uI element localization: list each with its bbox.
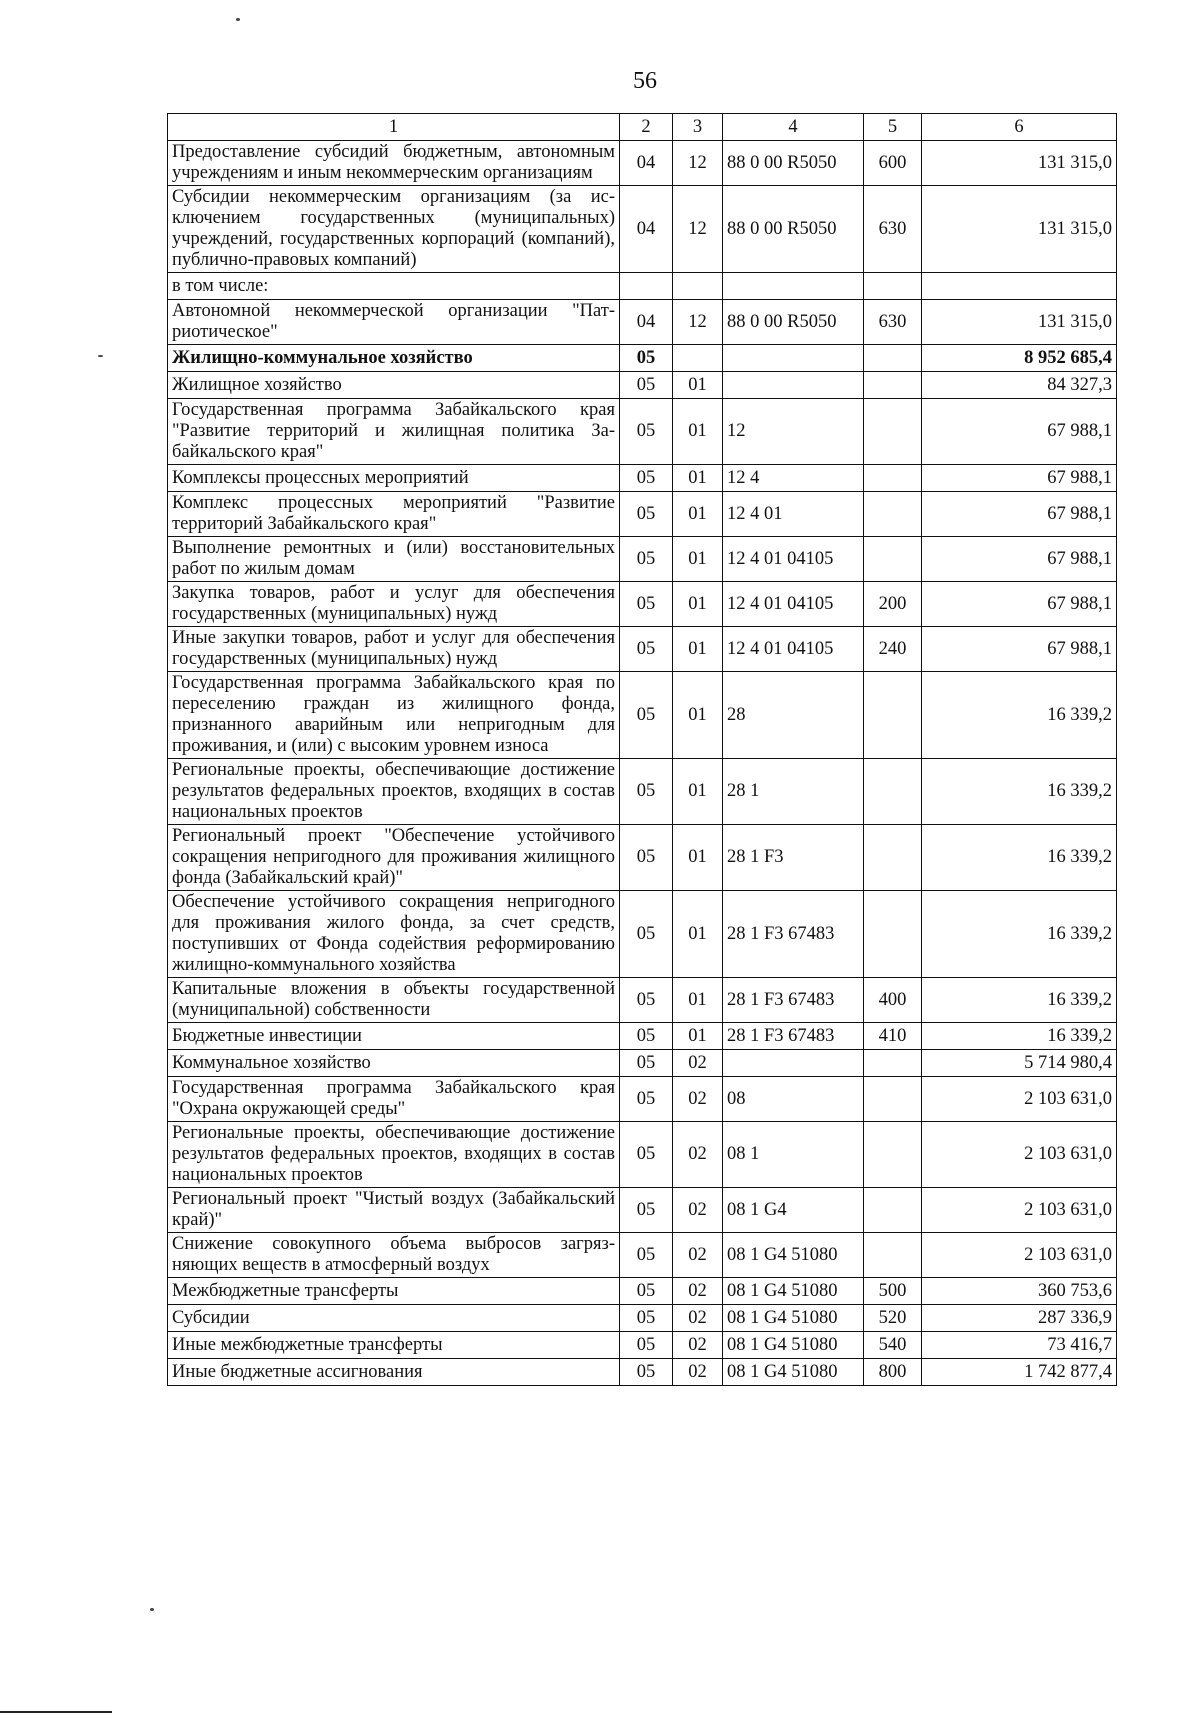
amount: 16 339,2 xyxy=(922,978,1117,1023)
section-code: 05 xyxy=(620,537,673,582)
table-row xyxy=(168,1122,1117,1188)
expense-type-code xyxy=(864,273,922,300)
subsection-code: 01 xyxy=(673,978,723,1023)
expense-type-code: 600 xyxy=(864,141,922,186)
column-header: 1 xyxy=(168,114,620,141)
subsection-code: 01 xyxy=(673,825,723,891)
section-code: 05 xyxy=(620,1077,673,1122)
row-name: Жилищно-коммунальное хозяйство xyxy=(168,345,620,372)
row-name: Региональные проекты, обеспечивающие достижение результатов федеральных проектов, входящих в состав национальных проектов xyxy=(168,759,620,825)
subsection-code: 02 xyxy=(673,1077,723,1122)
row-name: Закупка товаров, работ и услуг для обеспечения государственных (муниципальных) нужд xyxy=(168,582,620,627)
table-row xyxy=(168,399,1117,465)
section-code: 05 xyxy=(620,672,673,759)
subsection-code: 01 xyxy=(673,537,723,582)
column-header: 2 xyxy=(620,114,673,141)
amount: 1 742 877,4 xyxy=(922,1359,1117,1386)
expense-type-code xyxy=(864,492,922,537)
section-code: 05 xyxy=(620,1305,673,1332)
row-name: в том числе: xyxy=(168,273,620,300)
target-article-code xyxy=(723,345,864,372)
expense-type-code xyxy=(864,1077,922,1122)
column-header: 4 xyxy=(723,114,864,141)
amount: 2 103 631,0 xyxy=(922,1077,1117,1122)
amount: 67 988,1 xyxy=(922,399,1117,465)
subsection-code: 02 xyxy=(673,1305,723,1332)
row-name: Государственная программа Забайкальского края "Охрана окружающей среды" xyxy=(168,1077,620,1122)
table-row xyxy=(168,300,1117,345)
table-row xyxy=(168,672,1117,759)
table-row xyxy=(168,1278,1117,1305)
expense-type-code xyxy=(864,1050,922,1077)
table-row xyxy=(168,891,1117,978)
target-article-code: 08 1 G4 51080 xyxy=(723,1359,864,1386)
subsection-code: 02 xyxy=(673,1332,723,1359)
table-row xyxy=(168,1023,1117,1050)
subsection-code: 01 xyxy=(673,891,723,978)
target-article-code: 12 4 01 xyxy=(723,492,864,537)
expense-type-code: 200 xyxy=(864,582,922,627)
scan-speck xyxy=(150,1608,154,1611)
expense-type-code: 240 xyxy=(864,627,922,672)
table-row xyxy=(168,1077,1117,1122)
subsection-code xyxy=(673,273,723,300)
amount: 360 753,6 xyxy=(922,1278,1117,1305)
expense-type-code: 540 xyxy=(864,1332,922,1359)
target-article-code: 12 xyxy=(723,399,864,465)
subsection-code: 01 xyxy=(673,627,723,672)
expense-type-code xyxy=(864,465,922,492)
target-article-code: 08 xyxy=(723,1077,864,1122)
target-article-code: 08 1 G4 51080 xyxy=(723,1305,864,1332)
amount: 131 315,0 xyxy=(922,186,1117,273)
subsection-code: 02 xyxy=(673,1050,723,1077)
expense-type-code: 630 xyxy=(864,186,922,273)
row-name: Государственная программа Забайкальского края "Развитие территорий и жилищная политика Забайкальского края" xyxy=(168,399,620,465)
section-code: 05 xyxy=(620,372,673,399)
row-name: Региональные проекты, обеспечивающие достижение результатов федеральных проектов, входящих в состав национальных проектов xyxy=(168,1122,620,1188)
subsection-code: 01 xyxy=(673,492,723,537)
target-article-code: 88 0 00 R5050 xyxy=(723,141,864,186)
row-name: Иные закупки товаров, работ и услуг для обеспечения государственных (муниципальных) нужд xyxy=(168,627,620,672)
section-code: 05 xyxy=(620,492,673,537)
row-name: Комплекс процессных мероприятий "Развитие территорий Забайкальского края" xyxy=(168,492,620,537)
row-name: Субсидии некоммерческим организациям (за исключением государственных (муниципальных) учреждений, государственных корпораций (компаний), публично-правовых компаний) xyxy=(168,186,620,273)
target-article-code: 12 4 01 04105 xyxy=(723,537,864,582)
target-article-code: 12 4 xyxy=(723,465,864,492)
amount: 16 339,2 xyxy=(922,1023,1117,1050)
row-name: Комплексы процессных мероприятий xyxy=(168,465,620,492)
expense-type-code xyxy=(864,399,922,465)
row-name: Снижение совокупного объема выбросов загрязняющих веществ в атмосферный воздух xyxy=(168,1233,620,1278)
table-row xyxy=(168,759,1117,825)
row-name: Региональный проект "Обеспечение устойчивого сокращения непригодного для проживания жилищного фонда (Забайкальский край)" xyxy=(168,825,620,891)
expense-type-code xyxy=(864,1122,922,1188)
row-name: Выполнение ремонтных и (или) восстановительных работ по жилым домам xyxy=(168,537,620,582)
row-name: Региональный проект "Чистый воздух (Забайкальский край)" xyxy=(168,1188,620,1233)
row-name: Бюджетные инвестиции xyxy=(168,1023,620,1050)
row-name: Иные бюджетные ассигнования xyxy=(168,1359,620,1386)
amount: 131 315,0 xyxy=(922,300,1117,345)
expense-type-code: 520 xyxy=(864,1305,922,1332)
section-code: 05 xyxy=(620,1188,673,1233)
section-code: 05 xyxy=(620,978,673,1023)
row-name: Автономной некоммерческой организации "Патриотическое" xyxy=(168,300,620,345)
target-article-code: 08 1 G4 xyxy=(723,1188,864,1233)
subsection-code: 01 xyxy=(673,672,723,759)
section-code: 05 xyxy=(620,1050,673,1077)
subsection-code: 01 xyxy=(673,759,723,825)
page-number: 56 xyxy=(633,68,657,94)
amount: 287 336,9 xyxy=(922,1305,1117,1332)
amount: 16 339,2 xyxy=(922,759,1117,825)
amount: 67 988,1 xyxy=(922,627,1117,672)
amount: 2 103 631,0 xyxy=(922,1188,1117,1233)
target-article-code: 88 0 00 R5050 xyxy=(723,300,864,345)
subsection-code: 02 xyxy=(673,1278,723,1305)
table-row xyxy=(168,1050,1117,1077)
section-code: 05 xyxy=(620,627,673,672)
target-article-code: 28 xyxy=(723,672,864,759)
table-row xyxy=(168,492,1117,537)
section-code: 05 xyxy=(620,1233,673,1278)
row-name: Иные межбюджетные трансферты xyxy=(168,1332,620,1359)
scan-speck xyxy=(236,18,240,21)
section-code: 05 xyxy=(620,759,673,825)
table-row xyxy=(168,582,1117,627)
expense-type-code xyxy=(864,825,922,891)
target-article-code xyxy=(723,372,864,399)
row-name: Жилищное хозяйство xyxy=(168,372,620,399)
section-code: 05 xyxy=(620,1122,673,1188)
scan-speck xyxy=(98,355,103,357)
expense-type-code xyxy=(864,891,922,978)
table-header-row xyxy=(168,114,1117,141)
expense-type-code: 410 xyxy=(864,1023,922,1050)
target-article-code: 08 1 G4 51080 xyxy=(723,1332,864,1359)
table-row xyxy=(168,273,1117,300)
table-body xyxy=(168,141,1117,1386)
subsection-code: 01 xyxy=(673,582,723,627)
subsection-code: 01 xyxy=(673,465,723,492)
expense-type-code xyxy=(864,759,922,825)
subsection-code: 02 xyxy=(673,1122,723,1188)
table-row xyxy=(168,465,1117,492)
table-row xyxy=(168,1305,1117,1332)
amount: 16 339,2 xyxy=(922,672,1117,759)
expense-type-code xyxy=(864,672,922,759)
section-code: 05 xyxy=(620,582,673,627)
section-code: 05 xyxy=(620,399,673,465)
expense-type-code: 800 xyxy=(864,1359,922,1386)
row-name: Капитальные вложения в объекты государственной (муниципальной) собственности xyxy=(168,978,620,1023)
amount: 5 714 980,4 xyxy=(922,1050,1117,1077)
amount: 67 988,1 xyxy=(922,537,1117,582)
amount: 16 339,2 xyxy=(922,825,1117,891)
subsection-code: 02 xyxy=(673,1359,723,1386)
table-row xyxy=(168,825,1117,891)
amount: 16 339,2 xyxy=(922,891,1117,978)
amount: 2 103 631,0 xyxy=(922,1233,1117,1278)
subsection-code: 12 xyxy=(673,141,723,186)
subsection-code: 01 xyxy=(673,399,723,465)
amount: 67 988,1 xyxy=(922,465,1117,492)
target-article-code: 28 1 F3 67483 xyxy=(723,1023,864,1050)
section-code xyxy=(620,273,673,300)
expense-type-code xyxy=(864,537,922,582)
subsection-code: 02 xyxy=(673,1233,723,1278)
table-row xyxy=(168,1332,1117,1359)
section-code: 04 xyxy=(620,186,673,273)
target-article-code: 08 1 G4 51080 xyxy=(723,1278,864,1305)
expense-type-code xyxy=(864,1233,922,1278)
amount: 67 988,1 xyxy=(922,582,1117,627)
row-name: Предоставление субсидий бюджетным, автономным учреждениям и иным некоммерческим организациям xyxy=(168,141,620,186)
target-article-code: 88 0 00 R5050 xyxy=(723,186,864,273)
table-row xyxy=(168,1359,1117,1386)
row-name: Обеспечение устойчивого сокращения непригодного для проживания жилого фонда, за счет средств, поступивших от Фонда содействия реформированию жилищно-коммунального хозяйства xyxy=(168,891,620,978)
target-article-code xyxy=(723,1050,864,1077)
amount: 73 416,7 xyxy=(922,1332,1117,1359)
table-row xyxy=(168,186,1117,273)
target-article-code: 12 4 01 04105 xyxy=(723,582,864,627)
column-header: 6 xyxy=(922,114,1117,141)
column-header: 5 xyxy=(864,114,922,141)
row-name: Коммунальное хозяйство xyxy=(168,1050,620,1077)
subsection-code: 02 xyxy=(673,1188,723,1233)
target-article-code: 12 4 01 04105 xyxy=(723,627,864,672)
table-row xyxy=(168,141,1117,186)
section-code: 05 xyxy=(620,1023,673,1050)
target-article-code xyxy=(723,273,864,300)
scan-edge-line xyxy=(0,1711,112,1713)
table-row xyxy=(168,1188,1117,1233)
amount xyxy=(922,273,1117,300)
expense-type-code xyxy=(864,372,922,399)
amount: 2 103 631,0 xyxy=(922,1122,1117,1188)
expense-type-code: 630 xyxy=(864,300,922,345)
subsection-code xyxy=(673,345,723,372)
subsection-code: 01 xyxy=(673,1023,723,1050)
subsection-code: 01 xyxy=(673,372,723,399)
table-row xyxy=(168,372,1117,399)
row-name: Субсидии xyxy=(168,1305,620,1332)
section-code: 05 xyxy=(620,1332,673,1359)
table-row xyxy=(168,345,1117,372)
subsection-code: 12 xyxy=(673,186,723,273)
expense-type-code xyxy=(864,345,922,372)
section-code: 05 xyxy=(620,891,673,978)
expense-type-code xyxy=(864,1188,922,1233)
amount: 84 327,3 xyxy=(922,372,1117,399)
budget-table xyxy=(167,113,1117,1386)
row-name: Государственная программа Забайкальского края по переселению граждан из жилищного фонда, признанного аварийным или непригодным для проживания, и (или) с высоким уровнем износа xyxy=(168,672,620,759)
section-code: 05 xyxy=(620,345,673,372)
expense-type-code: 400 xyxy=(864,978,922,1023)
subsection-code: 12 xyxy=(673,300,723,345)
section-code: 05 xyxy=(620,825,673,891)
table-row xyxy=(168,627,1117,672)
target-article-code: 28 1 F3 67483 xyxy=(723,891,864,978)
column-header: 3 xyxy=(673,114,723,141)
section-code: 05 xyxy=(620,465,673,492)
table-row xyxy=(168,537,1117,582)
amount: 131 315,0 xyxy=(922,141,1117,186)
section-code: 04 xyxy=(620,300,673,345)
target-article-code: 28 1 F3 67483 xyxy=(723,978,864,1023)
table-row xyxy=(168,1233,1117,1278)
row-name: Межбюджетные трансферты xyxy=(168,1278,620,1305)
target-article-code: 08 1 xyxy=(723,1122,864,1188)
target-article-code: 28 1 F3 xyxy=(723,825,864,891)
table-row xyxy=(168,978,1117,1023)
amount: 67 988,1 xyxy=(922,492,1117,537)
section-code: 05 xyxy=(620,1278,673,1305)
target-article-code: 28 1 xyxy=(723,759,864,825)
expense-type-code: 500 xyxy=(864,1278,922,1305)
section-code: 05 xyxy=(620,1359,673,1386)
amount: 8 952 685,4 xyxy=(922,345,1117,372)
target-article-code: 08 1 G4 51080 xyxy=(723,1233,864,1278)
section-code: 04 xyxy=(620,141,673,186)
